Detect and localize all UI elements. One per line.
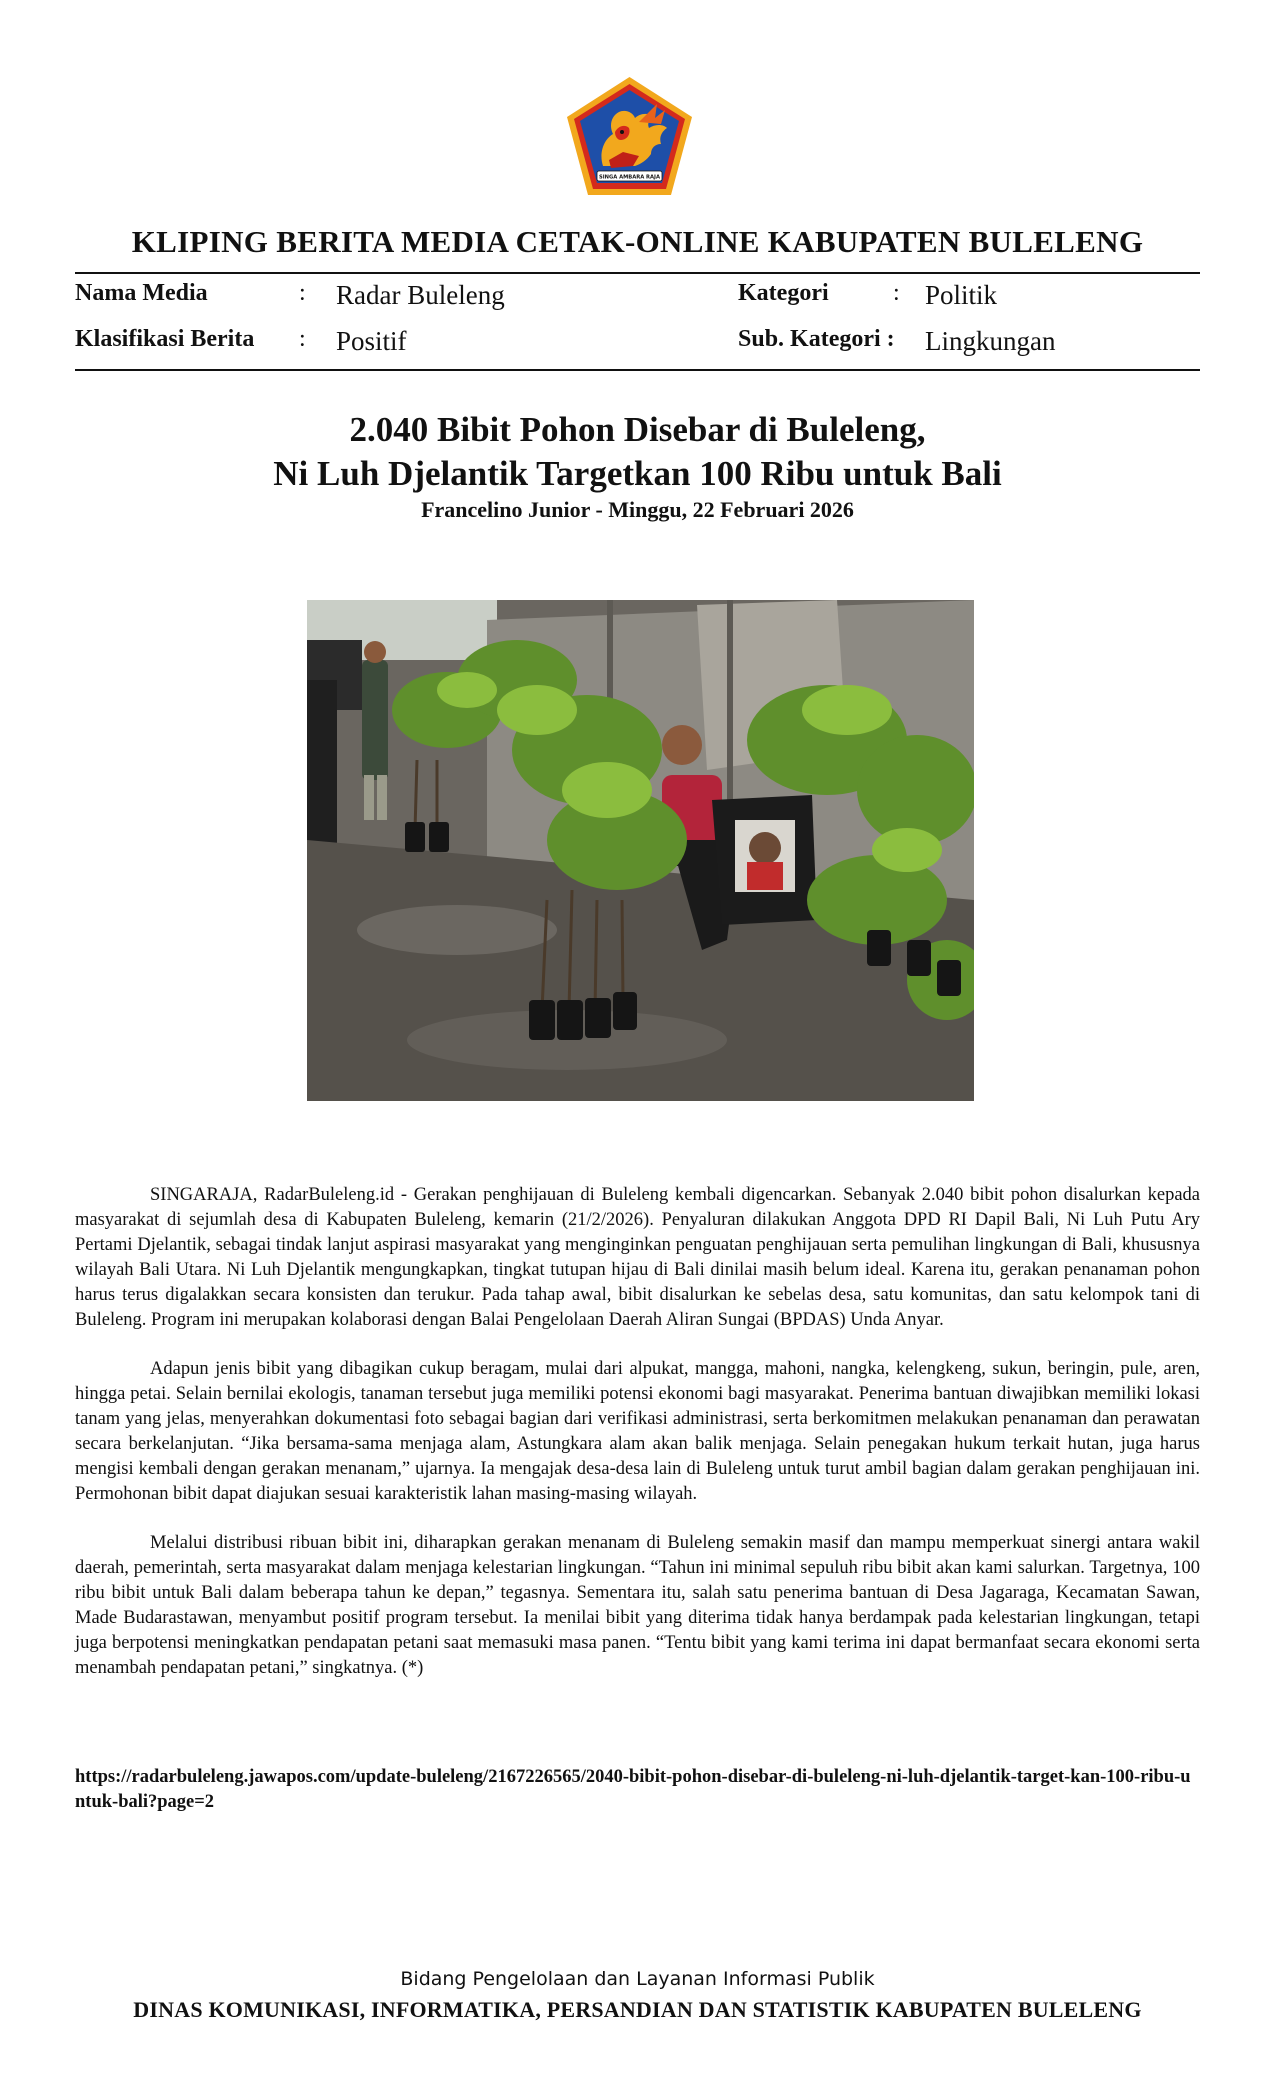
media-name-label: Nama Media xyxy=(75,280,208,306)
article-paragraph-2: Adapun jenis bibit yang dibagikan cukup beragam, mulai dari alpukat, mangga, mahoni, nangka, kelengkeng, sukun, beringin, pule, aren, hingga petai. Selain bernilai ekologis, tanaman tersebut juga memiliki potensi ekonomi bagi masyarakat. Penerima bantuan diwajibkan memiliki lokasi tanam yang jelas, menyerahkan dokumentasi foto sebagai bagian dari verifikasi administrasi, serta berkomitmen melakukan penanaman dan perawatan secara berkelanjutan. “Jika bersama-sama menjaga alam, Astungkara alam akan balik menjaga. Selain penegakan hukum terkait hutan, juga harus mengisi kembali dengan gerakan menanam,” ujarnya. Ia mengajak desa-desa lain di Buleleng untuk turut ambil bagian dalam gerakan penghijauan ini. Permohonan bibit dapat diajukan sesuai karakteristik lahan masing-masing wilayah. xyxy=(75,1359,1200,1504)
meta-row-1 xyxy=(75,280,1200,314)
category-colon: : xyxy=(893,280,900,306)
article-title xyxy=(75,408,1200,496)
article-paragraph-3: Melalui distribusi ribuan bibit ini, diharapkan gerakan menanam di Buleleng semakin masif dan mampu memperkuat sinergi antara wakil daerah, pemerintah, serta masyarakat dalam menjaga kelestarian lingkungan. “Tahun ini minimal sepuluh ribu bibit akan kami salurkan. Targetnya, 100 ribu bibit untuk Bali dalam beberapa tahun ke depan,” tegasnya. Sementara itu, salah satu penerima bantuan di Desa Jagaraga, Kecamatan Sawan, Made Budarastawan, menyambut positif program tersebut. Ia menilai bibit yang diterima tidak hanya berdampak pada kelestarian lingkungan, tetapi juga berpotensi meningkatkan pendapatan petani saat memasuki masa panen. “Tentu bibit yang kami terima ini dapat bermanfaat secara ekonomi serta menambah pendapatan petani,” singkatnya. (*) xyxy=(75,1533,1200,1678)
emblem-ribbon-text: SINGA AMBARA RAJA xyxy=(598,174,661,181)
source-url: https://radarbuleleng.jawapos.com/update-buleleng/2167226565/2040-bibit-pohon-disebar-di-buleleng-ni-luh-djelantik-target-kan-100-ribu-untuk-bali?page=2 xyxy=(75,1767,1191,1812)
meta-row-2 xyxy=(75,326,1200,360)
category-value: Politik xyxy=(925,280,998,310)
article-photo xyxy=(307,600,974,1101)
media-name-colon: : xyxy=(299,280,306,306)
footer-agency: DINAS KOMUNIKASI, INFORMATIKA, PERSANDIAN DAN STATISTIK KABUPATEN BULELENG xyxy=(133,1997,1142,2022)
header-bottom-rule xyxy=(75,369,1200,371)
article-paragraph-1: SINGARAJA, RadarBuleleng.id - Gerakan penghijauan di Buleleng kembali digencarkan. Sebanyak 2.040 bibit pohon disalurkan kepada masyarakat di sejumlah desa di Kabupaten Buleleng, kemarin (21/2/2026). Penyaluran dilakukan Anggota DPD RI Dapil Bali, Ni Luh Putu Ary Pertami Djelantik, sebagai tindak lanjut aspirasi masyarakat yang menginginkan penguatan penghijauan serta pemulihan lingkungan di Bali, khususnya wilayah Bali Utara. Ni Luh Djelantik mengungkapkan, tingkat tutupan hijau di Bali dinilai masih belum ideal. Karena itu, gerakan penanaman pohon harus terus digalakkan secara konsisten dan terukur. Pada tahap awal, bibit disalurkan ke sebelas desa, satu komunitas, dan satu kelompok tani di Buleleng. Program ini merupakan kolaborasi dengan Balai Pengelolaan Daerah Aliran Sungai (BPDAS) Unda Anyar. xyxy=(75,1185,1200,1330)
subcategory-label: Sub. Kategori : xyxy=(738,326,895,352)
footer-division: Bidang Pengelolaan dan Layanan Informasi Publik xyxy=(400,1968,875,1990)
header-top-rule xyxy=(75,272,1200,274)
buleleng-regency-emblem xyxy=(563,74,696,199)
classification-colon: : xyxy=(299,326,306,352)
media-name-value: Radar Buleleng xyxy=(336,280,505,310)
article-body xyxy=(75,1183,1200,1705)
article-byline: Francelino Junior - Minggu, 22 Februari 2026 xyxy=(421,497,854,522)
subcategory-value: Lingkungan xyxy=(925,326,1056,356)
clipping-header-title: KLIPING BERITA MEDIA CETAK-ONLINE KABUPATEN BULELENG xyxy=(131,224,1144,259)
classification-value: Positif xyxy=(336,326,407,356)
category-label: Kategori xyxy=(738,280,829,306)
classification-label: Klasifikasi Berita xyxy=(75,326,255,352)
article-title-line-2: Ni Luh Djelantik Targetkan 100 Ribu untuk Bali xyxy=(273,454,1002,493)
article-title-line-1: 2.040 Bibit Pohon Disebar di Buleleng, xyxy=(349,410,926,449)
